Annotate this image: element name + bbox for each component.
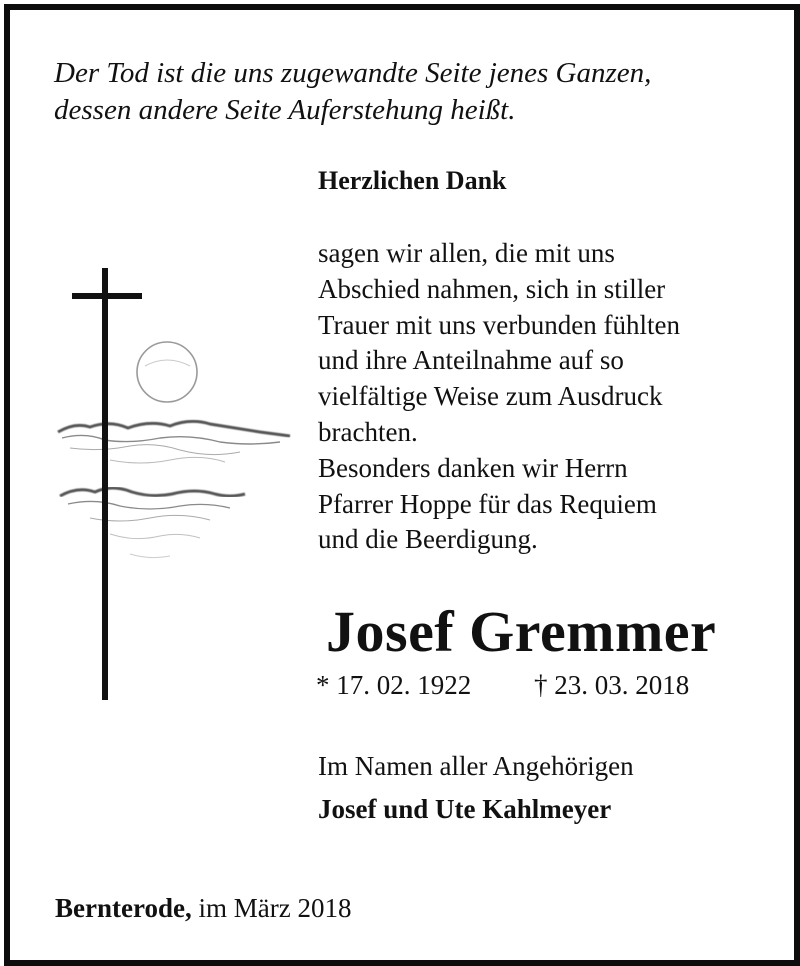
signature-names: Josef und Ute Kahlmeyer (318, 794, 612, 824)
thanks-line: Pfarrer Hoppe für das Requiem (318, 488, 657, 519)
cross-landscape-illustration (50, 262, 300, 702)
quote-line-1: Der Tod ist die uns zugewandte Seite jenes Ganzen, (54, 57, 652, 89)
thanks-line: und die Beerdigung. (318, 524, 538, 555)
quote-line-2: dessen andere Seite Auferstehung heißt. (54, 94, 516, 126)
place-and-date (55, 891, 351, 925)
sunset-landscape-icon (58, 342, 290, 558)
memorial-quote (54, 55, 754, 129)
thanks-line: Trauer mit uns verbunden fühlten (318, 309, 680, 340)
thanks-line: vielfältige Weise zum Ausdruck (318, 381, 663, 412)
cross-icon (72, 268, 142, 700)
thanks-line: Abschied nahmen, sich in stiller (318, 273, 666, 304)
thanks-line: Besonders danken wir Herrn (318, 452, 628, 483)
date-text: im März 2018 (191, 893, 352, 923)
death-date: † 23. 03. 2018 (534, 670, 690, 700)
thanks-line: brachten. (318, 416, 418, 447)
thanks-heading: Herzlichen Dank (318, 166, 507, 195)
signature-intro: Im Namen aller Angehörigen (318, 751, 634, 781)
thanks-line: sagen wir allen, die mit uns (318, 238, 615, 268)
birth-date: * 17. 02. 1922 (316, 670, 472, 700)
thanks-line: und ihre Anteilnahme auf so (318, 345, 624, 376)
thanks-body (318, 236, 680, 558)
place: Bernterode, (55, 893, 192, 923)
deceased-name: Josef Gremmer (326, 599, 717, 664)
